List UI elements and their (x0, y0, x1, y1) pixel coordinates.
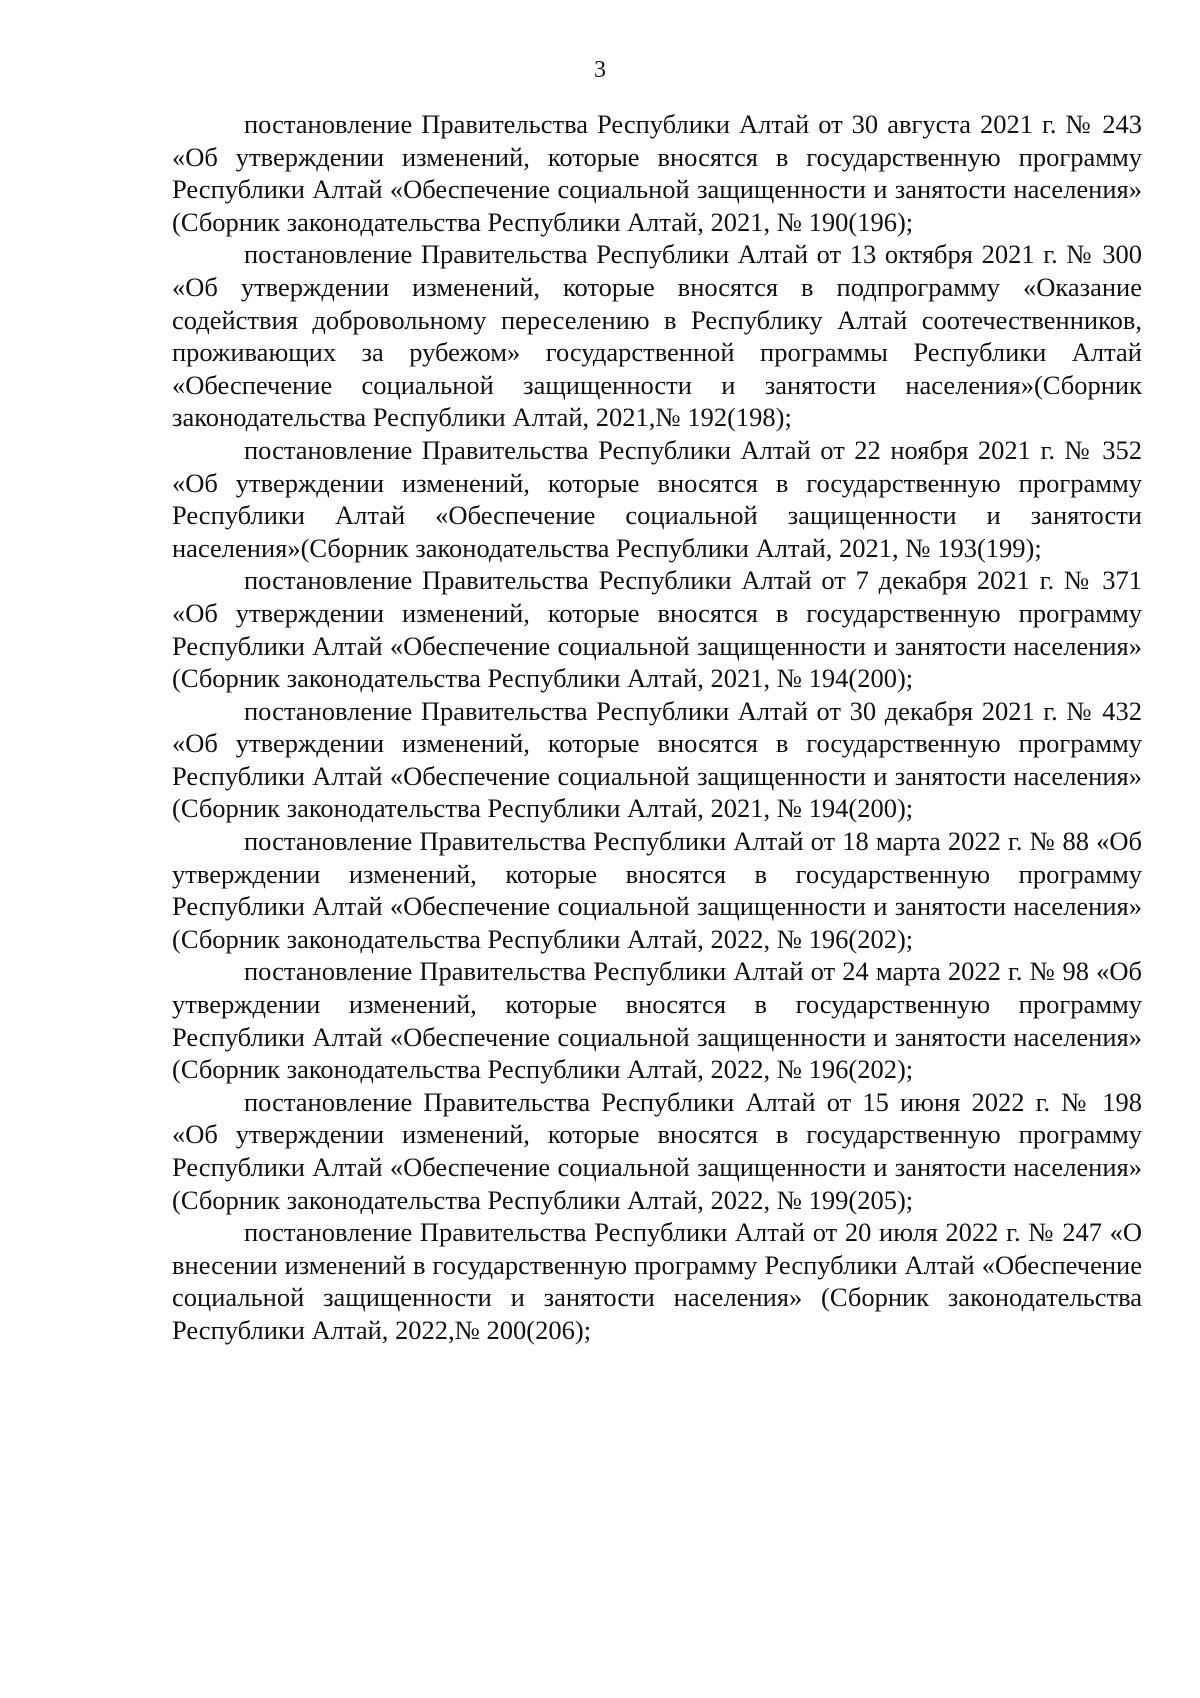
paragraph-1: постановление Правительства Республики Алтай от 30 августа 2021 г. № 243 «Об утверждении изменений, которые вносятся в государственную программу Республики Алтай «Обеспечение социальной защищенности и занятости населения» (Сборник законодательства Республики Алтай, 2021, № 190(196); (172, 109, 1142, 237)
paragraph-9: постановление Правительства Республики Алтай от 20 июля 2022 г. № 247 «О внесении изменений в государственную программу Республики Алтай «Обеспечение социальной защищенности и занятости населения» (Сборник законодательства Республики Алтай, 2022,№ 200(206); (172, 1217, 1142, 1345)
paragraph-3: постановление Правительства Республики Алтай от 22 ноября 2021 г. № 352 «Об утверждении изменений, которые вносятся в государственную программу Республики Алтай «Обеспечение социальной защищенности и занятости населения»(Сборник законодательства Республики Алтай, 2021, № 193(199); (172, 434, 1142, 563)
paragraph-6: постановление Правительства Республики Алтай от 18 марта 2022 г. № 88 «Об утверждении изменений, которые вносятся в государственную программу Республики Алтай «Обеспечение социальной защищенности и занятости населения» (Сборник законодательства Республики Алтай, 2022, № 196(202); (172, 826, 1142, 954)
paragraph-5: постановление Правительства Республики Алтай от 30 декабря 2021 г. № 432 «Об утверждении изменений, которые вносятся в государственную программу Республики Алтай «Обеспечение социальной защищенности и занятости населения» (Сборник законодательства Республики Алтай, 2021, № 194(200); (172, 695, 1142, 824)
paragraph-7: постановление Правительства Республики Алтай от 24 марта 2022 г. № 98 «Об утверждении изменений, которые вносятся в государственную программу Республики Алтай «Обеспечение социальной защищенности и занятости населения» (Сборник законодательства Республики Алтай, 2022, № 196(202); (172, 956, 1142, 1085)
paragraph-2: постановление Правительства Республики Алтай от 13 октября 2021 г. № 300 «Об утверждении изменений, которые вносятся в подпрограмму «Оказание содействия добровольному переселению в Республику Алтай соотечественников, проживающих за рубежом» государственной программы Республики Алтай «Обеспечение социальной защищенности и занятости населения»(Сборник законодательства Республики Алтай, 2021,№ 192(198); (172, 239, 1142, 433)
page-number: 3 (594, 57, 606, 83)
paragraph-4: постановление Правительства Республики Алтай от 7 декабря 2021 г. № 371 «Об утверждении изменений, которые вносятся в государственную программу Республики Алтай «Обеспечение социальной защищенности и занятости населения» (Сборник законодательства Республики Алтай, 2021, № 194(200); (172, 565, 1142, 694)
document-body (172, 108, 1142, 1347)
paragraph-8: постановление Правительства Республики Алтай от 15 июня 2022 г. № 198 «Об утверждении изменений, которые вносятся в государственную программу Республики Алтай «Обеспечение социальной защищенности и занятости населения» (Сборник законодательства Республики Алтай, 2022, № 199(205); (172, 1086, 1142, 1215)
